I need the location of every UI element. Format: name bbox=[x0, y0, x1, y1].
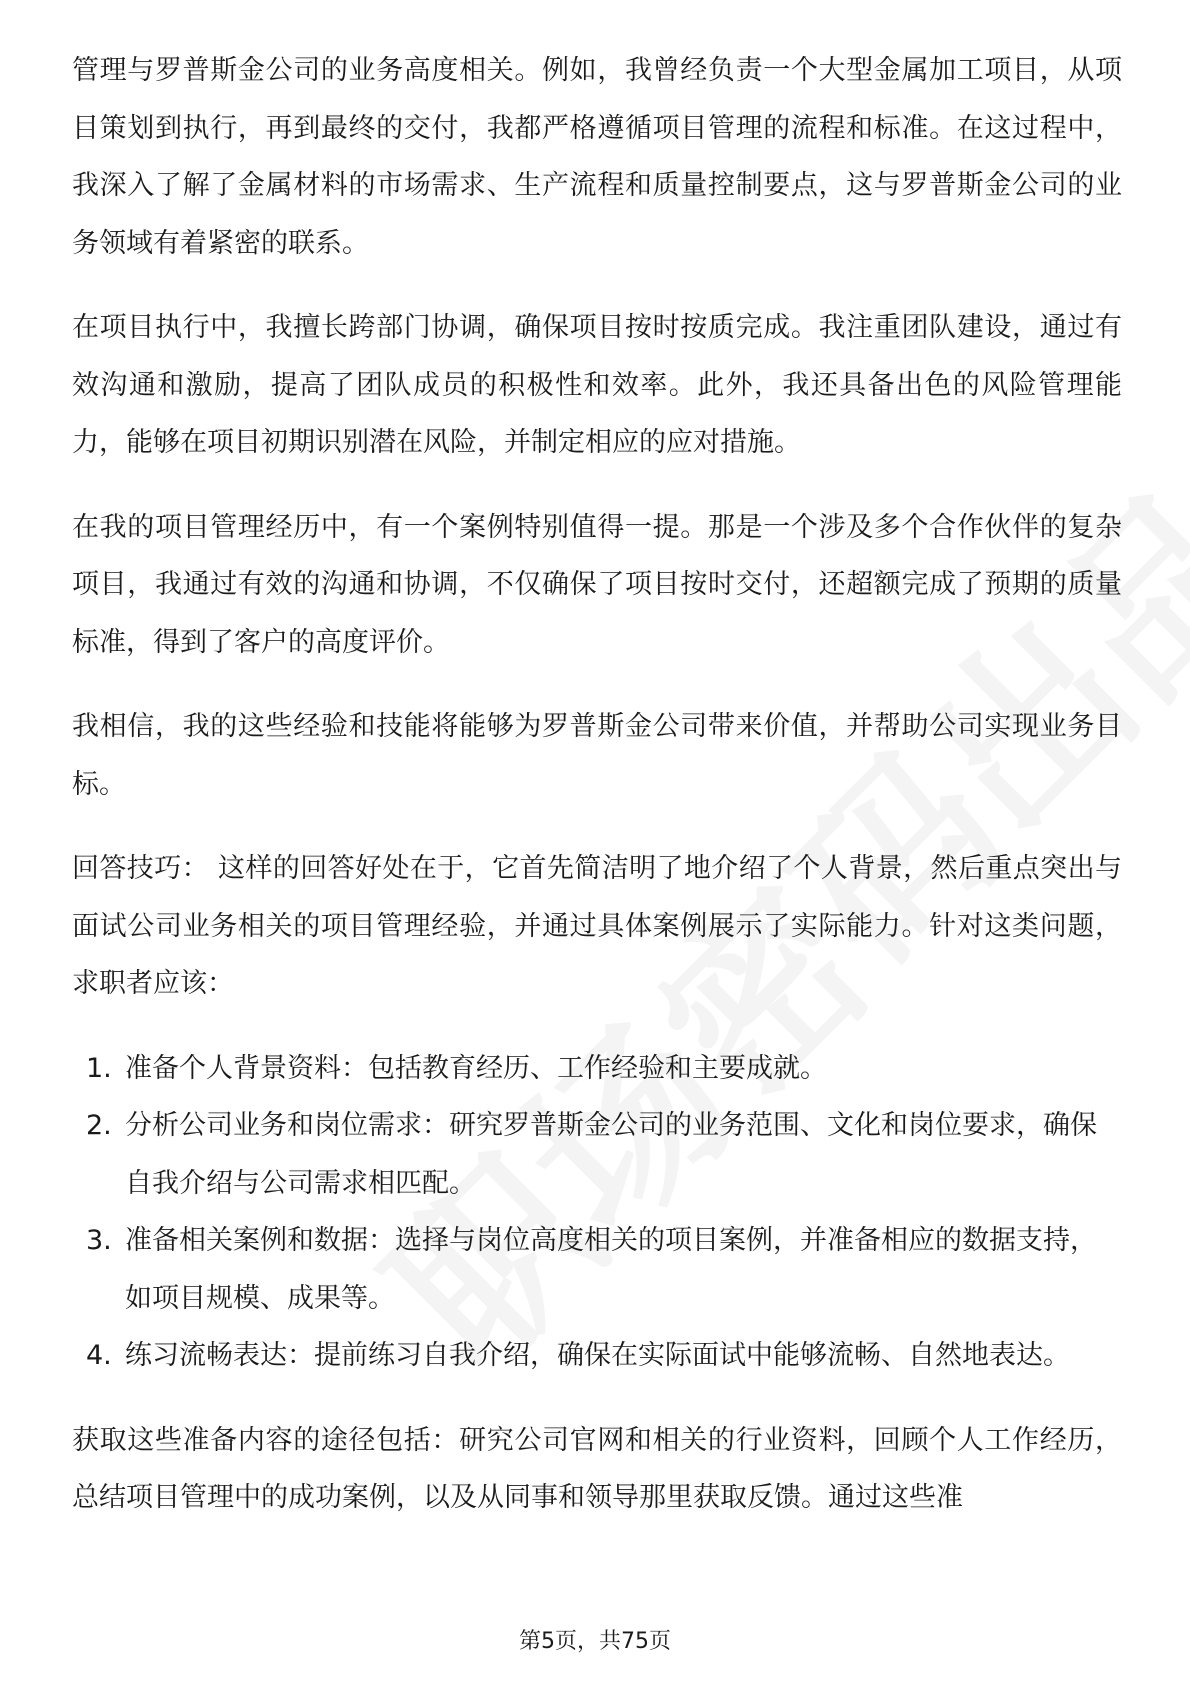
page-content bbox=[72, 42, 1122, 1554]
list-number: 2. bbox=[86, 1110, 112, 1141]
paragraph: 在我的项目管理经历中，有一个案例特别值得一提。那是一个涉及多个合作伙伴的复杂项目，我通过有效的沟通和协调，不仅确保了项目按时交付，还超额完成了预期的质量标准，得到了客户的高度评价。 bbox=[72, 511, 1122, 658]
list-number: 4. bbox=[86, 1340, 112, 1371]
list-item-text: 准备个人背景资料：包括教育经历、工作经验和主要成就。 bbox=[125, 1052, 827, 1084]
paragraph: 管理与罗普斯金公司的业务高度相关。例如，我曾经负责一个大型金属加工项目，从项目策划到执行，再到最终的交付，我都严格遵循项目管理的流程和标准。在这过程中，我深入了解了金属材料的市场需求、生产流程和质量控制要点，这与罗普斯金公司的业务领域有着紧密的联系。 bbox=[72, 55, 1122, 259]
tips-list bbox=[72, 1040, 1122, 1385]
list-item-text: 分析公司业务和岗位需求：研究罗普斯金公司的业务范围、文化和岗位要求，确保自我介绍与公司需求相匹配。 bbox=[125, 1110, 1097, 1199]
list-item-text: 准备相关案例和数据：选择与岗位高度相关的项目案例，并准备相应的数据支持，如项目规模、成果等。 bbox=[125, 1225, 1097, 1314]
list-item-text: 练习流畅表达：提前练习自我介绍，确保在实际面试中能够流畅、自然地表达。 bbox=[125, 1340, 1070, 1371]
page-footer: 第5页，共75页 bbox=[519, 1629, 671, 1654]
paragraph: 在项目执行中，我擅长跨部门协调，确保项目按时按质完成。我注重团队建设，通过有效沟通和激励，提高了团队成员的积极性和效率。此外，我还具备出色的风险管理能力，能够在项目初期识别潜在风险，并制定相应的应对措施。 bbox=[72, 312, 1122, 458]
list-number: 1. bbox=[86, 1052, 112, 1084]
list-item bbox=[72, 1327, 1122, 1385]
list-item bbox=[72, 1212, 1122, 1327]
paragraph: 我相信，我的这些经验和技能将能够为罗普斯金公司带来价值，并帮助公司实现业务目标。 bbox=[72, 711, 1122, 800]
list-number: 3. bbox=[86, 1225, 112, 1256]
list-item bbox=[72, 1097, 1122, 1212]
paragraph: 获取这些准备内容的途径包括：研究公司官网和相关的行业资料，回顾个人工作经历，总结项目管理中的成功案例，以及从同事和领导那里获取反馈。通过这些准 bbox=[72, 1424, 1122, 1513]
list-item bbox=[72, 1040, 1122, 1098]
answer-tips-paragraph: 回答技巧： 这样的回答好处在于，它首先简洁明了地介绍了个人背景，然后重点突出与面试公司业务相关的项目管理经验，并通过具体案例展示了实际能力。针对这类问题，求职者应该： bbox=[72, 853, 1122, 999]
